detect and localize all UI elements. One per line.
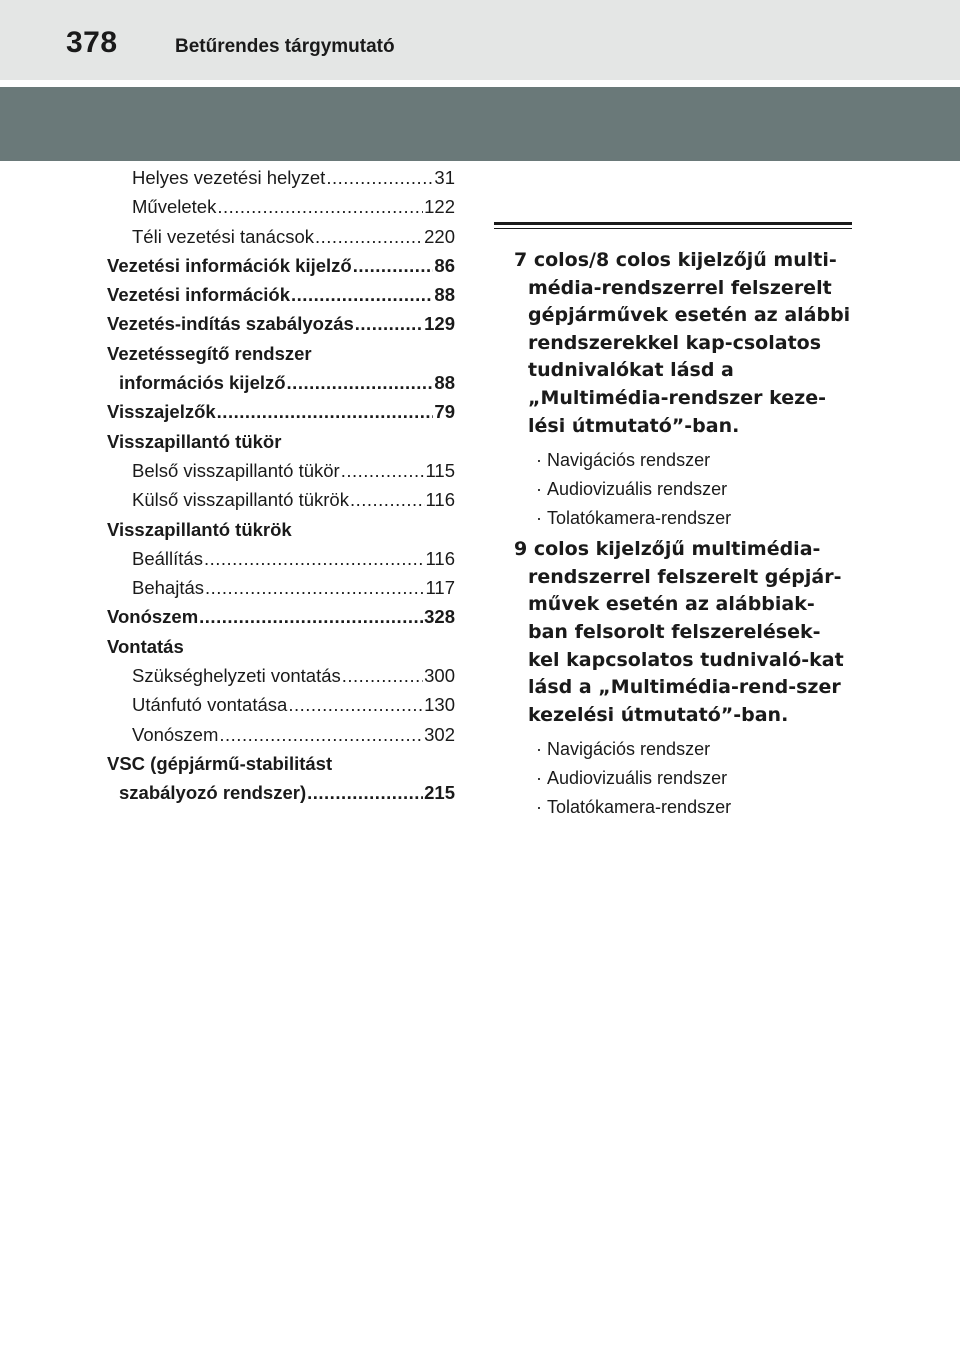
index-entry <box>107 778 455 807</box>
index-entry <box>107 485 455 514</box>
note-bullet-text: Tolatókamera-rendszer <box>547 797 732 818</box>
note-heading: 7 colos/8 colos kijelzőjű multi-média-rendszerrel felszerelt gépjárművek esetén az alábbi rendszerekkel kap-csolatos tudnivalókat lásd a „Multimédia-rendszer keze-lési útmutató”-ban. <box>514 249 851 437</box>
index-entry-term: Behajtás <box>132 577 204 599</box>
index-leader-dots <box>326 163 433 192</box>
index-entry <box>107 368 455 397</box>
note-bullet-item <box>494 504 852 533</box>
index-entry <box>107 720 455 749</box>
index-entry <box>107 192 455 221</box>
index-entry-term: Vezetés-indítás szabályozás <box>107 313 354 335</box>
index-entry-page: 215 <box>424 782 455 804</box>
index-leader-dots <box>341 456 425 485</box>
index-entry <box>107 573 455 602</box>
index-entry <box>107 690 455 719</box>
index-entry-term: Külső visszapillantó tükrök <box>132 489 349 511</box>
index-entry-term: Utánfutó vontatása <box>132 694 288 716</box>
section-rule <box>494 222 852 229</box>
index-entry <box>107 456 455 485</box>
index-leader-dots <box>217 397 434 426</box>
index-leader-dots <box>291 280 433 309</box>
index-leader-dots <box>199 602 423 631</box>
index-entry <box>107 515 455 544</box>
note-bullet-item <box>494 764 852 793</box>
index-entry-page: 302 <box>424 723 455 745</box>
index-entry <box>107 749 455 778</box>
header-band <box>0 87 960 161</box>
notes-column <box>494 222 852 822</box>
page-number: 378 <box>66 26 118 59</box>
bullet-mark: · <box>536 797 542 818</box>
index-leader-dots <box>287 368 434 397</box>
index-entry-page: 79 <box>434 401 455 423</box>
index-entry-term: Műveletek <box>132 196 217 218</box>
index-entry <box>107 602 455 631</box>
index-entry <box>107 339 455 368</box>
note-bullet-item <box>494 475 852 504</box>
index-entry-term: Beállítás <box>132 547 203 569</box>
index-leader-dots <box>315 222 423 251</box>
index-entry-term: Vontatás <box>107 635 184 657</box>
note-bullet-text: Navigációs rendszer <box>547 450 711 471</box>
index-entry <box>107 544 455 573</box>
page-header <box>0 0 960 80</box>
index-entry-page: 220 <box>424 225 455 247</box>
note-bullet-item <box>494 735 852 764</box>
bullet-mark: · <box>536 479 542 500</box>
bullet-mark: · <box>536 768 542 789</box>
bullet-mark: · <box>536 508 542 529</box>
index-entry-page: 328 <box>424 606 455 628</box>
index-entry-page: 130 <box>424 694 455 716</box>
bullet-mark: · <box>536 739 542 760</box>
index-entry <box>107 632 455 661</box>
index-entry-term: Helyes vezetési helyzet <box>132 167 326 188</box>
index-leader-dots <box>342 661 423 690</box>
index-entry-term: szabályozó rendszer) <box>119 782 307 804</box>
index-entry-term: Belső visszapillantó tükör <box>132 459 340 481</box>
running-title: Betűrendes tárgymutató <box>175 36 395 57</box>
index-entry-term: Vonószem <box>107 606 199 628</box>
index-entry <box>107 427 455 456</box>
index-leader-dots <box>219 720 423 749</box>
index-entry-page: 86 <box>434 254 455 276</box>
index-leader-dots <box>288 690 423 719</box>
index-leader-dots <box>205 573 425 602</box>
index-entry <box>107 280 455 309</box>
index-entry-term: Vonószem <box>132 723 219 745</box>
note-bullet-item <box>494 446 852 475</box>
index-column <box>107 163 455 808</box>
index-entry-term: Visszapillantó tükör <box>107 430 282 452</box>
index-entry-term: információs kijelző <box>119 372 286 394</box>
bullet-mark: · <box>536 450 542 471</box>
index-entry-term: Téli vezetési tanácsok <box>132 225 315 247</box>
index-entry-page: 116 <box>425 547 455 569</box>
index-entry-page: 116 <box>425 489 455 511</box>
index-entry-page: 31 <box>434 167 455 188</box>
index-entry-page: 88 <box>434 372 455 394</box>
note-heading: 9 colos kijelzőjű multimédia-rendszerrel felszerelt gépjár-művek esetén az alábbiak-ban felsorolt felszerelések-kel kapcsolatos tudnivaló-kat lásd a „Multimédia-rend-szer kezelési útmutató”-ban. <box>514 538 844 726</box>
index-entry <box>107 251 455 280</box>
note-bullet-text: Audiovizuális rendszer <box>547 479 728 500</box>
index-entry-term: Szükséghelyzeti vontatás <box>132 665 341 687</box>
index-entry <box>107 661 455 690</box>
index-entry-term: Vezetéssegítő rendszer <box>107 342 312 364</box>
note-bullet-text: Navigációs rendszer <box>547 739 711 760</box>
index-leader-dots <box>350 485 425 514</box>
index-leader-dots <box>204 544 425 573</box>
index-entry-term: VSC (gépjármű-stabilitást <box>107 752 333 774</box>
index-entry-term: Vezetési információk kijelző <box>107 254 352 276</box>
index-entry-page: 122 <box>424 196 455 218</box>
index-leader-dots <box>217 192 423 221</box>
index-entry <box>107 309 455 338</box>
index-leader-dots <box>307 778 423 807</box>
index-entry <box>107 163 455 192</box>
index-entry <box>107 397 455 426</box>
index-entry-page: 88 <box>434 284 455 306</box>
index-entry-term: Visszapillantó tükrök <box>107 518 292 540</box>
note-bullet-text: Tolatókamera-rendszer <box>547 508 732 529</box>
note-bullet-text: Audiovizuális rendszer <box>547 768 728 789</box>
index-entry-page: 115 <box>425 459 455 481</box>
index-entry-term: Vezetési információk <box>107 284 291 306</box>
note-bullet-item <box>494 793 852 822</box>
index-entry-page: 300 <box>424 665 455 687</box>
index-entry-page: 117 <box>425 577 455 599</box>
index-entry-page: 129 <box>424 313 455 335</box>
index-entry-term: Visszajelzők <box>107 401 216 423</box>
index-leader-dots <box>353 251 434 280</box>
index-entry <box>107 222 455 251</box>
index-leader-dots <box>355 309 423 338</box>
